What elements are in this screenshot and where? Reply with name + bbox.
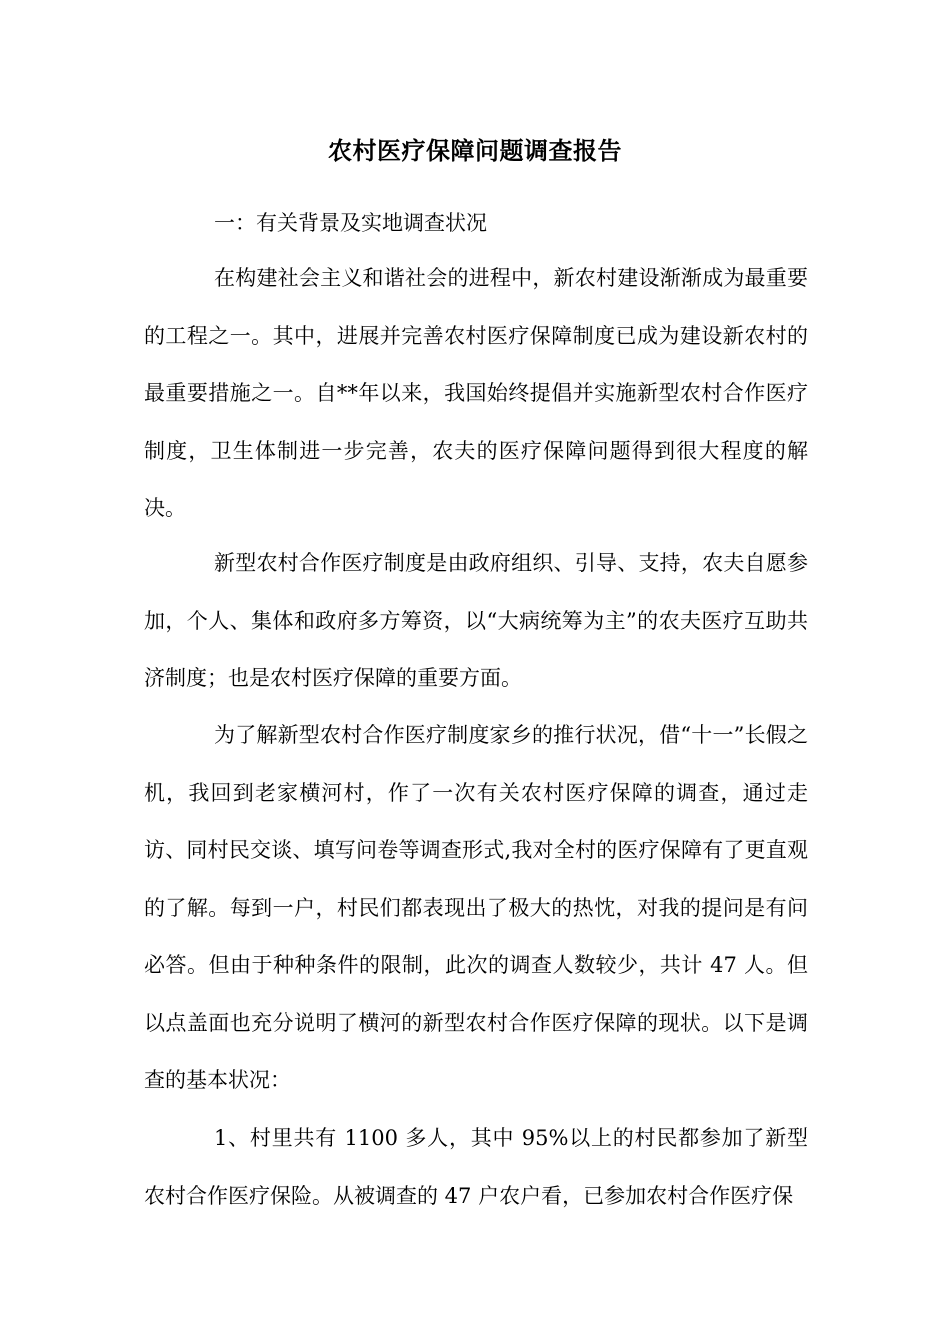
document-title: 农村医疗保障问题调查报告 [328,136,622,165]
paragraph-background: 在构建社会主义和谐社会的进程中，新农村建设渐渐成为最重要的工程之一。其中，进展并完善农村医疗保障制度已成为建设新农村的最重要措施之一。自**年以来，我国始终提倡并实施新型农村合作医疗制度，卫生体制进一步完善，农夫的医疗保障问题得到很大程度的解决。 [144,266,808,520]
paragraph-finding-1: 1、村里共有 1100 多人，其中 95%以上的村民都参加了新型农村合作医疗保险。从被调查的 47 户农户看，已参加农村合作医疗保 [144,1126,808,1208]
paragraph-cooperative-medical-system: 新型农村合作医疗制度是由政府组织、引导、支持，农夫自愿参加，个人、集体和政府多方筹资，以“大病统筹为主”的农夫医疗互助共济制度；也是农村医疗保障的重要方面。 [144,551,808,690]
paragraph-survey-method: 为了解新型农村合作医疗制度家乡的推行状况，借“十一”长假之机，我回到老家横河村，作了一次有关农村医疗保障的调查，通过走访、同村民交谈、填写问卷等调查形式,我对全村的医疗保障有了更直观的了解。每到一户，村民们都表现出了极大的热忱，对我的提问是有问必答。但由于种种条件的限制，此次的调查人数较少，共计 47 人。但以点盖面也充分说明了横河的新型农村合作医疗保障的现状。以下是调查的基本状况： [144,723,808,1092]
section-heading: 一：有关背景及实地调查状况 [214,211,487,235]
